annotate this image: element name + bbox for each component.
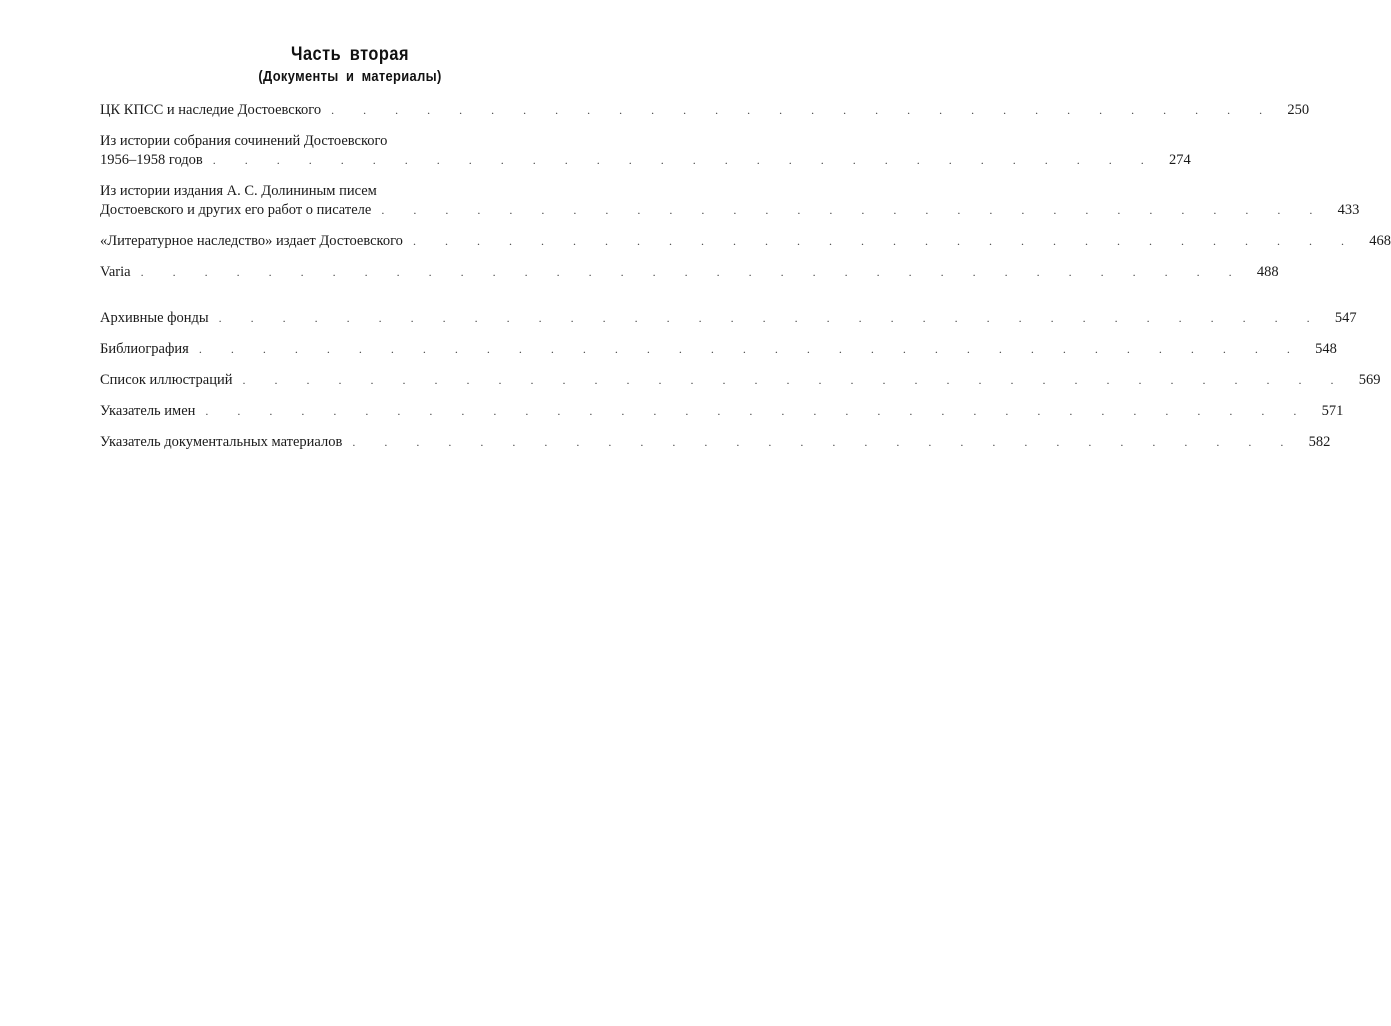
toc-entry-page: 488 [1256,264,1279,280]
toc-entry-title: Varia [100,264,131,280]
toc-entry[interactable] [100,309,1357,328]
toc-entry[interactable] [100,263,1279,282]
dot-leader: . . . . . . . . . . . . . . . . . . . . . . . . . . . . . . . . . . . [140,265,1245,279]
toc-entry-title: Библиография [100,341,189,357]
toc-entry-page: 433 [1337,202,1360,218]
dot-leader: . . . . . . . . . . . . . . . . . . . . . . . . . . . . . . . . . . . [218,311,1323,325]
toc-entry[interactable] [100,182,1360,220]
dot-leader: . . . . . . . . . . . . . . . . . . . . . . . . . . . . . . [352,435,1297,449]
toc-entry-page: 569 [1358,372,1381,388]
toc-entry-page: 582 [1308,434,1331,450]
dot-leader: . . . . . . . . . . . . . . . . . . . . . . . . . . . . . . . . . . . [205,404,1310,418]
toc-entry-page: 250 [1287,102,1310,118]
dot-leader: . . . . . . . . . . . . . . . . . . . . . . . . . . . . . . [381,203,1326,217]
toc-entry-page: 468 [1369,233,1391,249]
toc-entry-title: Список иллюстраций [100,372,233,388]
toc-entry-title: ЦК КПСС и наследие Достоевского [100,102,322,118]
toc-entry-title: Достоевского и других его работ о писателе [100,202,372,218]
dot-leader: . . . . . . . . . . . . . . . . . . . . . . . . . . . . . . . . . . . [198,342,1303,356]
toc-entry-title: Указатель документальных материалов [100,434,343,450]
toc-entry-title-line: Из истории собрания сочинений Достоевского [100,133,388,149]
toc-entry[interactable] [100,433,1331,452]
part-title: Часть вторая [290,44,410,65]
dot-leader: . . . . . . . . . . . . . . . . . . . . . . . . . . . . . . . . . . . [242,373,1347,387]
toc-entry[interactable] [100,402,1344,421]
dot-leader: . . . . . . . . . . . . . . . . . . . . . . . . . . . . . . [412,234,1357,248]
toc-entry-title: Указатель имен [100,403,196,419]
dot-leader: . . . . . . . . . . . . . . . . . . . . . . . . . . . . . . [212,153,1157,167]
toc-entry-title: Архивные фонды [100,310,209,326]
toc-entry-title-line: Из истории издания А. С. Долининым писем [100,183,377,199]
toc-entry-title: 1956–1958 годов [100,152,203,168]
toc-entry[interactable] [100,340,1337,359]
toc-entry[interactable] [100,371,1381,390]
toc-entry-page: 571 [1321,403,1344,419]
dot-leader: . . . . . . . . . . . . . . . . . . . . . . . . . . . . . . [331,103,1276,117]
toc-entry[interactable] [100,101,1310,120]
part-subtitle: (Документы и материалы) [258,68,442,85]
toc-entry[interactable] [100,232,1391,251]
toc-entry-title: «Литературное наследство» издает Достоевского [100,233,403,249]
toc-entry-page: 274 [1169,152,1191,168]
toc-entry-page: 548 [1315,341,1337,357]
toc-entry[interactable] [100,132,1191,170]
toc-entry-page: 547 [1334,310,1357,326]
